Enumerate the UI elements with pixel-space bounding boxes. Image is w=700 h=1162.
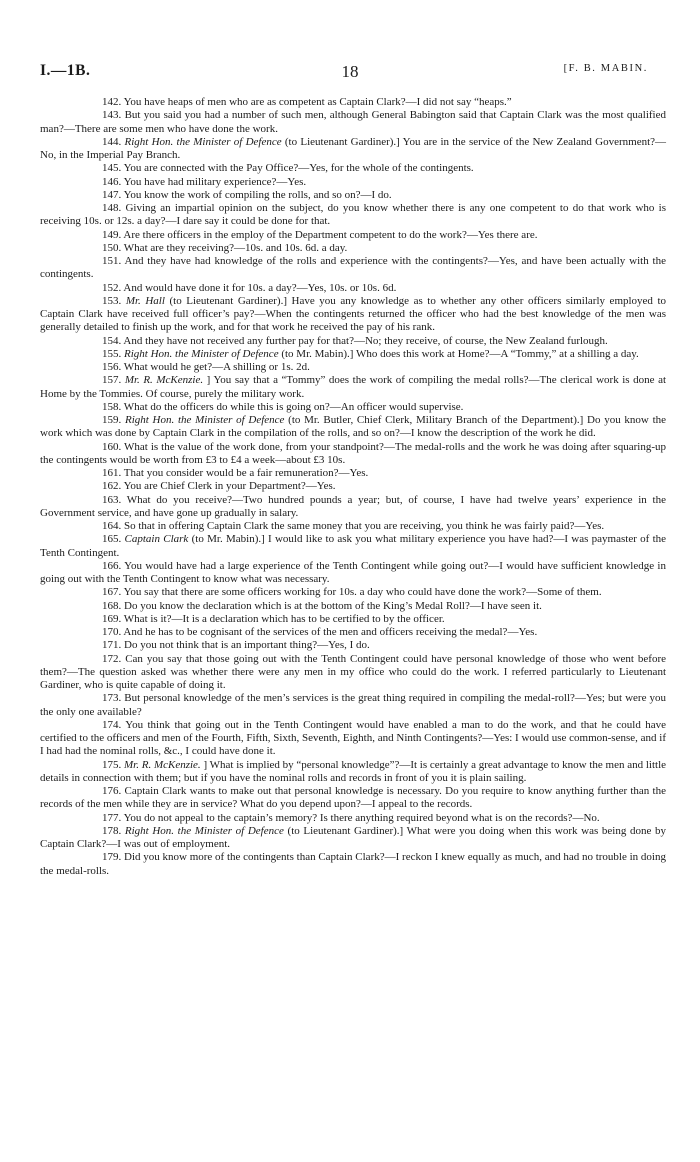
testimony-paragraph [40, 255, 666, 282]
paragraph-text: 142. You have heaps of men who are as competent as Captain Clark?—I did not say “heaps.” [102, 96, 512, 108]
paragraph-text: 166. You would have had a large experience of the Tenth Contingent while going out?—I would have sufficient knowledge in going out with the Tenth Contingent to know what was necessary. [40, 559, 666, 585]
paper-reference: I.—1B. [40, 62, 91, 79]
testimony-paragraph [40, 96, 666, 109]
paragraph-text: 154. And they have not received any further pay for that?—No; they receive, of course, the New Zealand furlough. [102, 334, 608, 347]
testimony-paragraph [40, 162, 666, 175]
testimony-paragraph [40, 176, 666, 189]
witness-name: [F. B. MABIN. [563, 63, 648, 74]
speaker-name: Right Hon. the Minister of Defence [124, 135, 282, 148]
paragraph-text: 176. Captain Clark wants to make out that personal knowledge is necessary. Do you require to know anything further than the records of the men while they are in service? What do you depend upon?—I appeal to the records. [40, 785, 666, 811]
testimony-paragraph [40, 229, 666, 242]
testimony-paragraph [40, 533, 666, 560]
testimony-paragraph [40, 494, 666, 521]
testimony-paragraph [40, 653, 666, 693]
paragraph-text: (to Lieutenant Gardiner).] Have you any knowledge as to whether any other officers similarly employed to Captain Clark have received full officer’s pay?—When the contingents returned the officer who had the best knowledge of the men was generally detailed to finish up the work, and for that work he received the pay of his rank. [40, 294, 667, 334]
testimony-paragraph [40, 136, 666, 163]
paragraph-text: 171. Do you not think that is an important thing?—Yes, I do. [102, 639, 370, 652]
page-number: 18 [341, 62, 359, 81]
question-number: 159. [102, 414, 122, 426]
testimony-paragraph [40, 825, 666, 852]
testimony-paragraph [40, 295, 666, 335]
paragraph-text: 150. What are they receiving?—10s. and 10s. 6d. a day. [102, 241, 348, 254]
testimony-paragraph [40, 600, 666, 613]
testimony-paragraph [40, 335, 666, 348]
testimony-paragraph [40, 520, 666, 533]
paragraph-text: 158. What do the officers do while this is going on?—An officer would supervise. [102, 400, 464, 413]
question-number: 157. [102, 374, 122, 387]
testimony-paragraph [40, 626, 666, 639]
speaker-name: Mr. R. McKenzie. [124, 758, 201, 771]
testimony-paragraph [40, 282, 666, 295]
paragraph-text: ] What is implied by “personal knowledge”?—It is certainly a great advantage to know the men and little details in connection with them; but if you have the nominal rolls and records in front of you it is plain sailing. [40, 758, 667, 784]
paragraph-text: 172. Can you say that those going out with the Tenth Contingent could have personal knowledge of those who went before them?—The question asked was whether there were any men in my office who could do the work. I referred particularly to Lieutenant Gardiner, who is quite capable of doing it. [40, 652, 666, 691]
paragraph-text: 149. Are there officers in the employ of the Department competent to do the work?—Yes there are. [102, 228, 538, 241]
speaker-name: Captain Clark [124, 533, 189, 546]
question-number: 155. [102, 347, 122, 360]
paragraph-text: 160. What is the value of the work done, from your standpoint?—The medal-rolls and the work he was doing after squaring-up the contingents would be worth from £3 to £4 a week—about £3 10s. [40, 440, 666, 466]
paragraph-text: ] You say that a “Tommy” does the work of compiling the medal rolls?—The clerical work is done at Home by the Tommies. Of course, purely the military work. [40, 374, 667, 400]
question-number: 144. [102, 135, 122, 148]
paragraph-text: 148. Giving an impartial opinion on the subject, do you know whether there is any one competent to do that work who is receiving 10s. or 12s. a day?—I dare say it could be done for that. [40, 202, 666, 228]
question-number: 165. [102, 533, 122, 546]
testimony-paragraph [40, 414, 666, 441]
paragraph-text: 177. You do not appeal to the captain’s memory? Is there anything required beyond what is on the records?—No. [102, 811, 600, 824]
paragraph-text: 164. So that in offering Captain Clark the same money that you are receiving, you think he was fairly paid?—Yes. [102, 520, 605, 532]
paragraph-text: 163. What do you receive?—Two hundred pounds a year; but, of course, I have had twelve years’ experience in the Government service, and have gone up gradually in salary. [40, 493, 666, 519]
paragraph-text: 143. But you said you had a number of such men, although General Babington said that Captain Clark was the most qualified man?—There are some men who have done the work. [40, 109, 666, 135]
paragraph-text: 169. What is it?—It is a declaration which has to be certified to by the officer. [102, 612, 445, 625]
paragraph-text: 162. You are Chief Clerk in your Department?—Yes. [102, 480, 336, 493]
paragraph-text: 173. But personal knowledge of the men’s services is the great thing required in compiling the medal-roll?—Yes; but were you the only one available? [40, 692, 666, 718]
page-header [0, 62, 700, 84]
paragraph-text: 174. You think that going out in the Tenth Contingent would have enabled a man to do the work, and that he could have certified to the officers and men of the Fourth, Fifth, Sixth, Seventh, Eighth, and Ninth Contingents?—Yes: I would use common-sense, and if I had had the nominal rolls, &c., I could have done it. [40, 718, 666, 758]
speaker-name: Mr. Hall [125, 294, 165, 307]
testimony-paragraph [40, 401, 666, 414]
testimony-body [40, 96, 666, 878]
testimony-paragraph [40, 242, 666, 255]
testimony-paragraph [40, 719, 666, 759]
testimony-paragraph [40, 785, 666, 812]
testimony-paragraph [40, 374, 666, 401]
paragraph-text: 179. Did you know more of the contingents than Captain Clark?—I reckon I knew equally as much, and had no trouble in doing the medal-rolls. [40, 851, 666, 877]
paragraph-text: 168. Do you know the declaration which is at the bottom of the King’s Medal Roll?—I have seen it. [102, 599, 542, 612]
testimony-paragraph [40, 109, 666, 136]
testimony-paragraph [40, 692, 666, 719]
paragraph-text: (to Mr. Butler, Chief Clerk, Military Branch of the Department).] Do you know the work which was done by Captain Clark in the compilation of the rolls, and so on?—I know the description of the work he did. [40, 414, 667, 440]
paragraph-text: 145. You are connected with the Pay Office?—Yes, for the whole of the contingents. [102, 162, 474, 175]
question-number: 153. [102, 294, 122, 307]
testimony-paragraph [40, 480, 666, 493]
paragraph-text: 147. You know the work of compiling the rolls, and so on?—I do. [102, 188, 392, 201]
testimony-paragraph [40, 361, 666, 374]
testimony-paragraph [40, 202, 666, 229]
paragraph-text: (to Lieutenant Gardiner).] What were you doing when this work was being done by Captain Clark?—I was out of employment. [40, 824, 667, 850]
testimony-paragraph [40, 812, 666, 825]
testimony-paragraph [40, 348, 666, 361]
paragraph-text: 146. You have had military experience?—Yes. [102, 175, 307, 188]
speaker-name: Right Hon. the Minister of Defence [124, 824, 284, 837]
testimony-paragraph [40, 467, 666, 480]
paragraph-text: 167. You say that there are some officers working for 10s. a day who could have done the work?—Some of them. [102, 586, 602, 599]
testimony-paragraph [40, 441, 666, 468]
question-number: 175. [102, 758, 122, 771]
testimony-paragraph [40, 613, 666, 626]
testimony-paragraph [40, 639, 666, 652]
paragraph-text: (to Mr. Mabin).] I would like to ask you what military experience you have had?—I was paymaster of the Tenth Contingent. [40, 533, 667, 559]
paragraph-text: 152. And would have done it for 10s. a day?—Yes, 10s. or 10s. 6d. [102, 281, 397, 294]
testimony-paragraph [40, 189, 666, 202]
testimony-paragraph [40, 586, 666, 599]
paragraph-text: (to Mr. Mabin).] Who does this work at Home?—A “Tommy,” at a shilling a day. [281, 347, 639, 360]
testimony-paragraph [40, 759, 666, 786]
paragraph-text: 151. And they have had knowledge of the rolls and experience with the contingents?—Yes, and have been actually with the contingents. [40, 255, 666, 281]
testimony-paragraph [40, 560, 666, 587]
paragraph-text: (to Lieutenant Gardiner).] You are in the service of the New Zealand Government?—No, in the Imperial Pay Branch. [40, 135, 667, 161]
paragraph-text: 170. And he has to be cognisant of the services of the men and officers receiving the medal?—Yes. [102, 626, 538, 638]
speaker-name: Mr. R. McKenzie. [124, 374, 204, 387]
speaker-name: Right Hon. the Minister of Defence [124, 347, 279, 360]
paragraph-text: 161. That you consider would be a fair remuneration?—Yes. [102, 467, 369, 479]
question-number: 178. [102, 824, 122, 837]
paragraph-text: 156. What would he get?—A shilling or 1s. 2d. [102, 361, 310, 373]
testimony-paragraph [40, 851, 666, 878]
speaker-name: Right Hon. the Minister of Defence [124, 414, 285, 426]
